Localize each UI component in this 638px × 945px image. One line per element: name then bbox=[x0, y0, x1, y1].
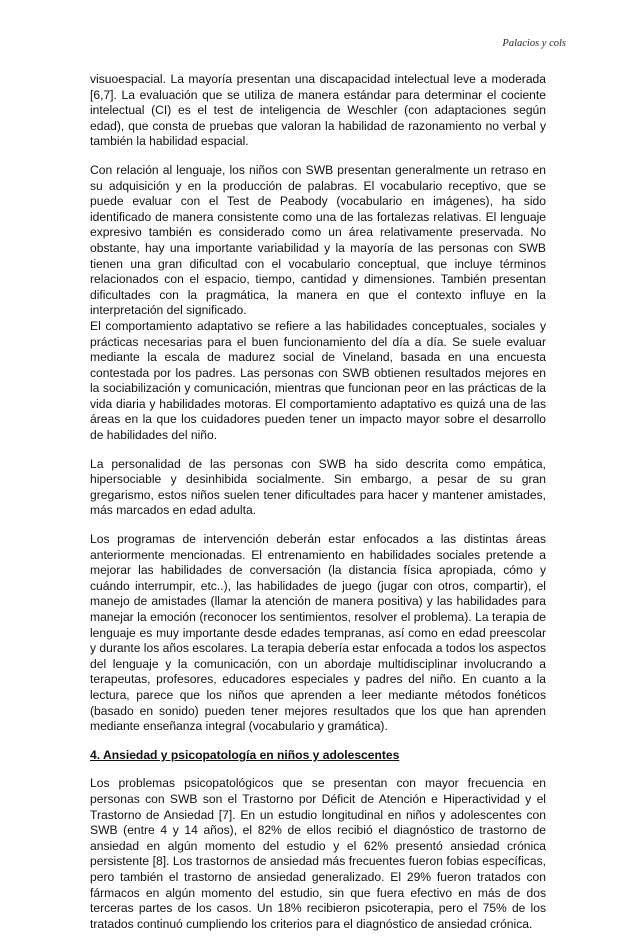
body-text bbox=[90, 72, 546, 945]
paragraph-adaptive-behavior: El comportamiento adaptativo se refiere a las habilidades conceptuales, sociales y prácticas necesarias para el buen funcionamiento del día a día. Se suele evaluar mediante la escala de madurez social de Vineland, basada en una encuesta contestada por los padres. Las personas con SWB obtienen resultados mejores en la sociabilización y comunicación, mientras que funcionan peor en las prácticas de la vida diaria y habilidades motoras. El comportamiento adaptativo es quizá una de las áreas en la que los cuidadores pueden tener un impacto mayor sobre el desarrollo de habilidades del niño. bbox=[90, 318, 546, 443]
paragraph-language: Con relación al lenguaje, los niños con SWB presentan generalmente un retraso en su adquisición y en la producción de palabras. El vocabulario receptivo, que se puede evaluar con el Test de Peabody (vocabulario en imágenes), ha sido identificado de manera consistente como una de las fortalezas relativas. El lenguaje expresivo también es considerado como un área relativamente preservada. No obstante, hay una importante variabilidad y la mayoría de las personas con SWB tienen una gran dificultad con el vocabulario conceptual, que incluye términos relacionados con el espacio, tiempo, cantidad y dimensiones. También presentan dificultades con la pragmática, la manera en que el contexto influye en la interpretación del significado. bbox=[90, 162, 546, 318]
section-heading: 4. Ansiedad y psicopatología en niños y adolescentes bbox=[90, 747, 400, 762]
paragraph-personality: La personalidad de las personas con SWB ha sido descrita como empática, hipersociable y desinhibida socialmente. Sin embargo, a pesar de su gran gregarismo, estos niños suelen tener dificultades para hacer y mantener amistades, más marcados en edad adulta. bbox=[90, 456, 546, 518]
paragraph-intervention-programs: Los programas de intervención deberán estar enfocados a las distintas áreas anteriormente mencionadas. El entrenamiento en habilidades sociales pretende a mejorar las habilidades de conversación (la distancia física apropiada, cómo y cuándo interrumpir, etc..), las habilidades de juego (jugar con otros, compartir), el manejo de amistades (llamar la atención de manera positiva) y las habilidades para manejar la emoción (reconocer los sentimientos, resolver el problema). La terapia de lenguaje es muy importante desde edades tempranas, así como en edad preescolar y durante los años escolares. La terapia debería estar enfocada a todos los aspectos del lenguaje y la comunicación, con un abordaje multidisciplinar involucrando a terapeutas, profesores, educadores especiales y padres del niño. En cuanto a la lectura, parece que los niños que aprenden a leer mediante métodos fonéticos (basado en sonido) pueden tener mejores resultados que los que han aprenden mediante enseñanza integral (vocabulario y gramática). bbox=[90, 532, 546, 734]
paragraph-cognitive-profile: visuoespacial. La mayoría presentan una discapacidad intelectual leve a moderada [6,7]. La evaluación que se utiliza de manera estándar para determinar el cociente intelectual (CI) es el test de inteligencia de Weschler (con adaptaciones según edad), que consta de pruebas que valoran la habilidad de razonamiento no verbal y también la habilidad espacial. bbox=[90, 72, 546, 149]
running-header: Palacios y cols bbox=[502, 38, 566, 49]
paragraph-psychopathology: Los problemas psicopatológicos que se presentan con mayor frecuencia en personas con SWB son el Trastorno por Déficit de Atención e Hiperactividad y el Trastorno de Ansiedad [7]. En un estudio longitudinal en niños y adolescentes con SWB (entre 4 y 14 años), el 82% de ellos recibió el diagnóstico de trastorno de ansiedad en algún momento del estudio y el 62% presentó ansiedad crónica persistente [8]. Los trastornos de ansiedad más frecuentes fueron fobias específicas, pero también el trastorno de ansiedad generalizado. El 29% fueron tratados con fármacos en algún momento del estudio, sin que fuera efectivo en más de dos terceras partes de los casos. Un 18% recibieron psicoterapia, pero el 75% de los tratados continuó cumpliendo los criterios para el diagnóstico de ansiedad crónica. bbox=[90, 776, 546, 931]
